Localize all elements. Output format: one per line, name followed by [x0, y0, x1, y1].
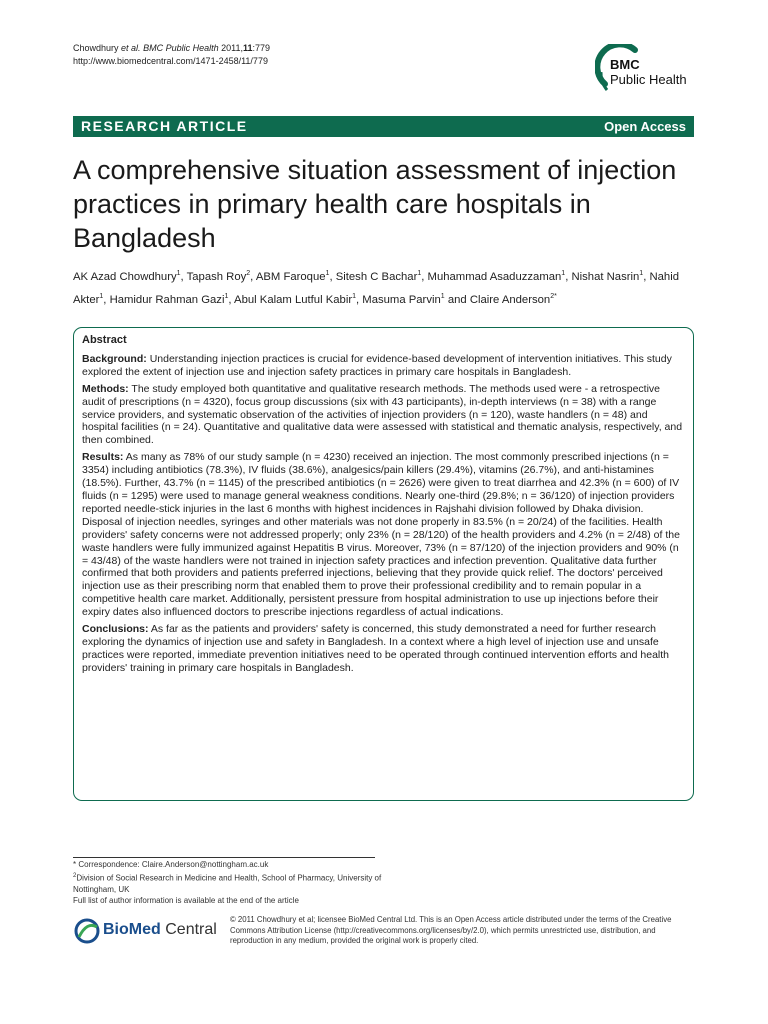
author-affiliation: 2*: [550, 292, 557, 300]
author-name: Muhammad Asaduzzaman: [427, 270, 562, 283]
central-word: Central: [165, 921, 217, 938]
author-name: Tapash Roy: [186, 270, 247, 283]
cite-journal: BMC Public Health: [143, 43, 219, 53]
author-name: ABM Faroque: [255, 270, 326, 283]
author-affiliation: 1: [639, 270, 644, 277]
author-name: Masuma Parvin: [362, 293, 441, 306]
author-name: Claire Anderson: [469, 293, 551, 306]
license-text: © 2011 Chowdhury et al; licensee BioMed Central Ltd. This is an Open Access article distributed under the terms of the Creative Commons Attribution License (http://creativecommons.org/licenses/by/2.0), which permits unrestricted use, distribution, and reproduction in any medium, provided the original work is properly cited.: [230, 915, 672, 945]
biomed-central-wordmark: [103, 921, 217, 939]
abstract-background: [82, 353, 685, 379]
author-affiliation: 1: [224, 292, 229, 300]
methods-label: Methods:: [82, 382, 129, 395]
author-name: Nishat Nasrin: [571, 270, 640, 283]
article-url[interactable]: http://www.biomedcentral.com/1471-2458/11/779: [73, 56, 268, 66]
cite-year: 2011,: [221, 43, 243, 53]
author-affiliation: 1: [99, 292, 104, 300]
cite-authors: Chowdhury: [73, 43, 119, 53]
author-info-note: Full list of author information is available at the end of the article: [73, 896, 299, 906]
logo-bmc: BMC: [610, 57, 640, 72]
cite-etal: et al.: [121, 43, 141, 53]
biomed-word: BioMed: [103, 921, 161, 938]
author-affiliation: 1: [440, 292, 445, 300]
conclusions-label: Conclusions:: [82, 623, 149, 636]
logo-journal: Public Health: [610, 72, 687, 87]
affiliation-text: Division of Social Research in Medicine and Health, School of Pharmacy, University of Nottingham, UK: [73, 873, 382, 894]
background-label: Background:: [82, 352, 147, 365]
author-affiliation: 1: [417, 270, 422, 277]
correspondence[interactable]: * Correspondence: Claire.Anderson@nottingham.ac.uk: [73, 860, 269, 869]
authors-and: and: [447, 293, 467, 306]
cite-volume: 11: [242, 43, 253, 53]
author-name: Sitesh C Bachar: [335, 270, 418, 283]
open-access-label: Open Access: [604, 119, 686, 134]
logo-text: [610, 57, 687, 87]
background-text: Understanding injection practices is crucial for evidence-based development of intervention initiatives. This study explored the extent of injection use and injection safety practices in primary care hospitals in Bangladesh.: [82, 352, 672, 378]
article-type-banner: [73, 116, 694, 137]
results-label: Results:: [82, 451, 124, 464]
biomed-central-swirl-logo-icon: [73, 917, 101, 945]
abstract-methods: [82, 383, 685, 448]
affiliation-number: 2: [73, 872, 77, 879]
author-affiliation: 2: [246, 270, 251, 277]
footnote: [73, 859, 393, 907]
biomed-central-logo: [73, 917, 223, 945]
author-affiliation: 1: [561, 270, 566, 277]
article-title: A comprehensive situation assessment of injection practices in primary health care hospitals in Bangladesh: [73, 155, 677, 253]
cite-article: :779: [252, 43, 271, 53]
footnote-divider: [73, 857, 375, 858]
results-text: As many as 78% of our study sample (n = 4230) received an injection. The most commonly prescribed injections (n = 3354) including antibiotics (78.3%), IV fluids (38.6%), analgesics/pain killers (29.4%), vitamins (26.7%), and anti-histamines (18.5%). Further, 43.7% (n = 1145) of the prescribed antibiotics (n = 2626) were given to treat diarrhea and 42.3% (n = 600) of IV fluids (n = 1295) were used to manage general weakness conditions. Nearly one-third (29.8%; n = 36/120) of injection providers reported needle-stick injuries in the last 6 months with highest incidences in Rajshahi division followed by Dhaka division. Disposal of injection needles, syringes and other materials was not done properly in 83.5% (n = 20/24) of the facilities. Health providers' safety concerns were not addressed properly; only 23% (n = 28/120) of the health providers and 4.2% (n = 2/48) of the waste handlers were fully immunized against Hepatitis B virus. Moreover, 73% (n = 87/120) of the injection providers and 90% (n = 43/48) of the waste handlers were not trained in injection safety practices and infection prevention. Qualitative data further confirmed that both providers and patients preferred injections, believing that they provide quick relief. The doctors' perceived injection use as their prescribing norm that enabled them to prove their professional credibility and to remain popular in a competitive health care market. Additionally, persistent pressure from hospital administration to use up injections before their expiry dates also influenced doctors to prescribe injections regardless of actual indications.: [82, 451, 680, 619]
author-affiliation: 1: [176, 270, 181, 277]
conclusions-text: As far as the patients and providers' safety is concerned, this study demonstrated a need for further research exploring the dynamics of injection use and safety in Bangladesh. In a context where a high level of injection use and unsafe practices were reported, immediate prevention initiatives need to be operated through continued intervention efforts and health providers' training in primary care hospitals in Bangladesh.: [82, 623, 670, 674]
abstract-heading: Abstract: [82, 334, 127, 346]
author-name: AK Azad Chowdhury: [73, 270, 177, 283]
abstract-box: [73, 327, 694, 801]
affiliation-note: [73, 871, 393, 896]
author-list: AK Azad Chowdhury$^1$, Tapash Roy$^2$, ABM Faroque$^1$, Sitesh C Bachar$^1$, Muhammad Asaduzzaman$^1$, Nishat Nasrin$^1$, Nahid Akter$^1$, Hamidur Rahman Gazi$^1$, Abul Kalam Lutful Kabir$^1$, Masuma Parvin$^1$ and Claire Anderson$^{2*}$: [73, 270, 680, 306]
author-affiliation: 1: [325, 270, 330, 277]
author-name: Abul Kalam Lutful Kabir: [234, 293, 353, 306]
author-name: Nahid Akter: [73, 270, 680, 306]
author-affiliation: 1: [352, 292, 356, 300]
article-type: RESEARCH ARTICLE: [81, 118, 248, 134]
header-citation: [73, 42, 270, 68]
bmc-public-health-logo: [595, 44, 705, 102]
methods-text: The study employed both quantitative and qualitative research methods. The methods used were - a retrospective audit of prescriptions (n = 4320), focus group discussions (six with 43 participants), in-depth interviews (n = 38) with a range service providers, and systematic observation of the activities of injection providers (n = 120), waste handlers (n = 48) and hospital facilities (n = 24). Quantitative and qualitative data were assessed with statistical and thematic analysis, respectively, and then combined.: [82, 382, 683, 447]
abstract-results: [82, 451, 685, 619]
abstract-conclusions: [82, 623, 685, 675]
author-name: Hamidur Rahman Gazi: [109, 293, 225, 306]
